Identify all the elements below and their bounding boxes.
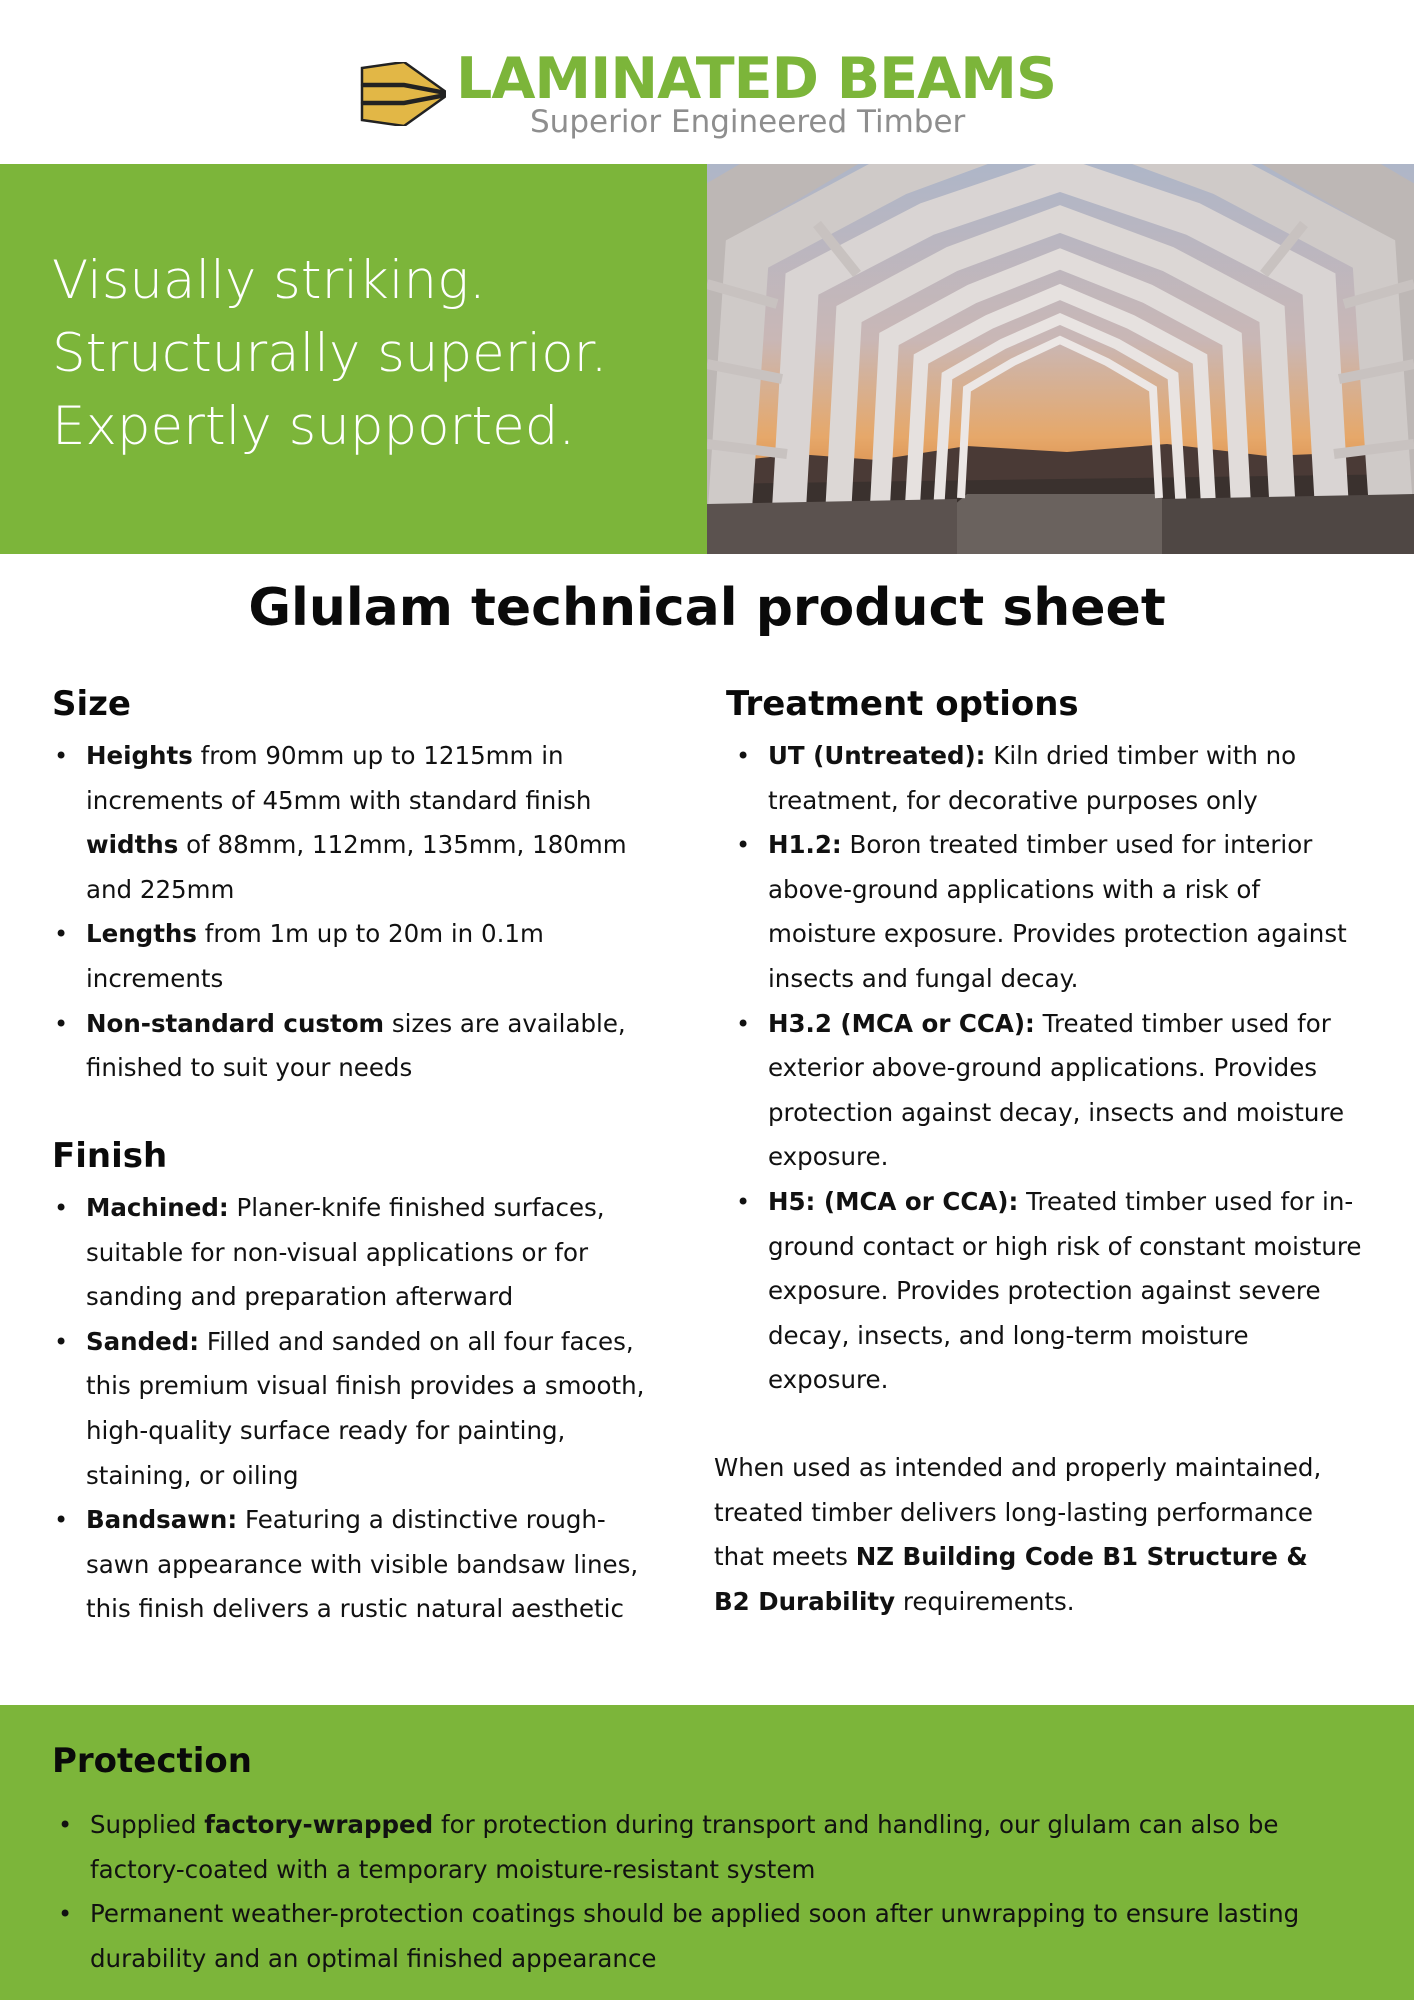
protection-list	[56, 1803, 1376, 1981]
finish-section	[52, 1136, 652, 1632]
item-text: from 1m up to 20m in 0.1m increments	[86, 919, 544, 993]
item-term: Non-standard custom	[86, 1008, 385, 1038]
item-text: Planer-knife finished surfaces, suitable for non-visual applications or for sanding and preparation afterward	[86, 1193, 605, 1312]
note-text: requirements.	[895, 1586, 1075, 1616]
list-item	[734, 1002, 1366, 1180]
item-text: Kiln dried timber with no treatment, for decorative purposes only	[768, 741, 1297, 815]
hero-slogan	[52, 244, 607, 463]
section-heading: Protection	[52, 1741, 252, 1781]
item-text: for protection during transport and handling, our glulam can also be factory-coated with a temporary moisture-resistant system	[90, 1810, 1279, 1884]
hero-text-panel	[0, 164, 707, 554]
list-item	[734, 1180, 1366, 1403]
item-term: H1.2:	[768, 830, 842, 860]
hero-line: Visually striking.	[52, 250, 486, 311]
list-item	[734, 734, 1366, 823]
list-item	[52, 1498, 652, 1632]
list-item	[52, 1186, 652, 1320]
list-item	[52, 734, 652, 912]
durability-note	[714, 1446, 1334, 1624]
item-term: factory-wrapped	[204, 1810, 434, 1839]
item-text: Featuring a distinctive rough-sawn appearance with visible bandsaw lines, this finish delivers a rustic natural aesthetic	[86, 1505, 639, 1624]
page-title: Glulam technical product sheet	[248, 578, 1166, 638]
section-heading: Treatment options	[726, 684, 1079, 724]
hero-line: Expertly supported.	[52, 396, 576, 457]
item-text: Filled and sanded on all four faces, this premium visual finish provides a smooth, high-quality surface ready for painting, staining, or oiling	[86, 1326, 645, 1490]
brand-name: LAMINATED BEAMS	[456, 46, 1057, 112]
note-text: When used as intended and properly maintained, treated timber delivers long-lasting performance that meets	[714, 1453, 1322, 1572]
item-term: H5: (MCA or CCA):	[768, 1186, 1019, 1216]
item-text: Treated timber used for exterior above-ground applications. Provides protection against decay, insects and moisture exposure.	[768, 1008, 1345, 1172]
list-item	[52, 1002, 652, 1091]
item-term: UT (Untreated):	[768, 741, 986, 770]
list-item	[56, 1803, 1376, 1892]
protection-section	[0, 1705, 1414, 2000]
arch-photo-illustration	[707, 164, 1414, 554]
item-term: Bandsawn:	[86, 1505, 238, 1535]
item-term: Heights	[86, 741, 193, 770]
list-item	[56, 1892, 1376, 1981]
hero-line: Structurally superior.	[52, 323, 608, 384]
item-text: Supplied	[90, 1810, 205, 1839]
item-text: Boron treated timber used for interior above-ground applications with a risk of moisture exposure. Provides protection against insects and fungal decay.	[768, 830, 1347, 993]
section-heading: Size	[52, 684, 131, 724]
item-text: from 90mm up to 1215mm in increments of 45mm with standard finish	[86, 741, 592, 815]
beam-stack-icon	[360, 62, 446, 126]
list-item	[52, 912, 652, 1001]
item-term: Sanded:	[86, 1326, 200, 1356]
brand-tagline: Superior Engineered Timber	[530, 104, 966, 140]
note-emphasis: NZ Building Code B1 Structure & B2 Durability	[714, 1542, 1308, 1616]
item-term: widths	[86, 830, 179, 860]
brand-logo	[360, 48, 1060, 148]
item-text: Treated timber used for in-ground contact or high risk of constant moisture exposure. Provides protection against severe decay, insects, and long-term moisture exposure.	[768, 1186, 1362, 1395]
list-item	[734, 823, 1366, 1001]
hero-banner	[0, 164, 1414, 554]
item-term: Machined:	[86, 1193, 229, 1222]
item-term: H3.2 (MCA or CCA):	[768, 1008, 1035, 1038]
item-text: of 88mm, 112mm, 135mm, 180mm and 225mm	[86, 830, 627, 904]
section-heading: Finish	[52, 1136, 168, 1176]
item-text: sizes are available, finished to suit your needs	[86, 1008, 626, 1083]
finish-list	[52, 1186, 652, 1632]
item-term: Lengths	[86, 919, 197, 949]
glulam-arch-photo	[707, 164, 1414, 554]
list-item	[52, 1320, 652, 1498]
treatment-list	[734, 734, 1366, 1403]
treatment-section	[726, 684, 1366, 1403]
item-text: Permanent weather-protection coatings should be applied soon after unwrapping to ensure lasting durability and an optimal finished appearance	[90, 1899, 1300, 1973]
size-list	[52, 734, 652, 1091]
size-section	[52, 684, 652, 1091]
